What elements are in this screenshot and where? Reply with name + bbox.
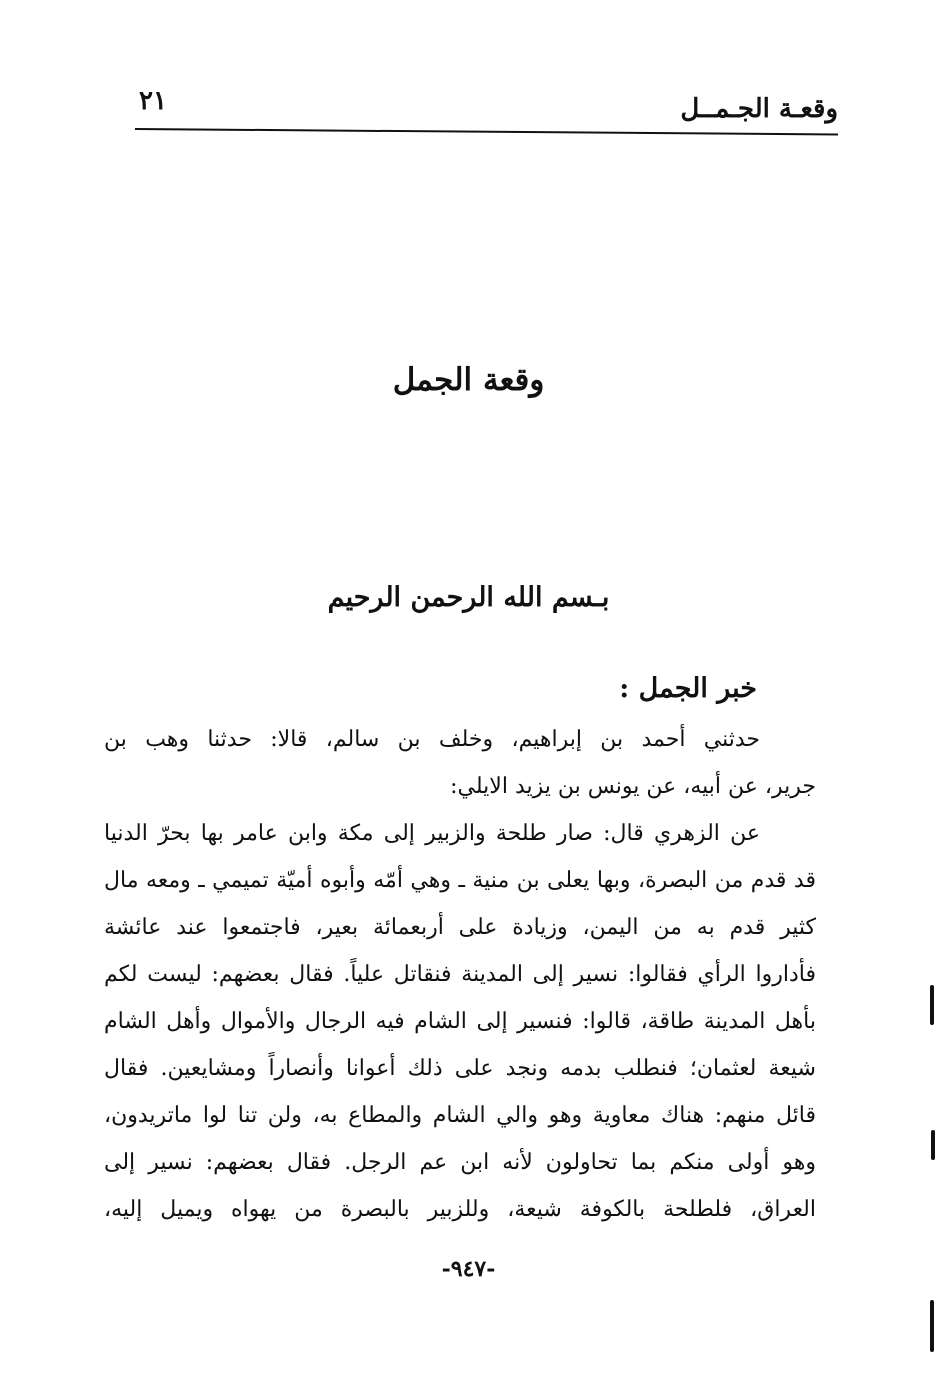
body-line: شيعة لعثمان؛ فنطلب بدمه ونجد على ذلك أعوانا وأنصاراً ومشايعين. فقال <box>104 1056 816 1081</box>
page-number: -٩٤٧- <box>441 1256 496 1282</box>
body-line: فأداروا الرأي فقالوا: نسير إلى المدينة فنقاتل علياً. فقال بعضهم: ليست لكم <box>104 962 816 987</box>
basmala: بـسم الله الرحمن الرحيم <box>327 582 610 613</box>
body-line: العراق، فلطلحة بالكوفة شيعة، وللزبير بالبصرة من يهواه ويميل إليه، <box>104 1197 816 1222</box>
body-line: عن الزهري قال: صار طلحة والزبير إلى مكة وابن عامر بها بحرّ الدنيا <box>104 821 760 846</box>
header-rule <box>135 128 838 136</box>
scan-edge-mark <box>930 1300 934 1352</box>
folio-number: ٢١ <box>139 86 167 116</box>
body-line: وهو أولى منكم بما تحاولون لأنه ابن عم الرجل. فقال بعضهم: نسير إلى <box>104 1150 816 1175</box>
scan-edge-mark <box>930 985 934 1025</box>
body-text <box>104 716 816 1233</box>
running-title: وقعـة الجـمــل <box>680 94 838 124</box>
body-line: كثير قدم به من اليمن، وزيادة على أربعمائة بعير، فاجتمعوا عند عائشة <box>104 915 816 940</box>
body-line: جرير، عن أبيه، عن يونس بن يزيد الايلي: <box>450 774 816 799</box>
scan-edge-mark <box>931 1130 935 1160</box>
body-line: بأهل المدينة طاقة، قالوا: فنسير إلى الشام فيه الرجال والأموال وأهل الشام <box>104 1009 816 1034</box>
body-line: قائل منهم: هناك معاوية وهو والي الشام والمطاع به، ولن تنا لوا ماتريدون، <box>104 1103 816 1128</box>
section-heading: خبر الجمل : <box>619 673 757 704</box>
body-line: حدثني أحمد بن إبراهيم، وخلف بن سالم، قالا: حدثنا وهب بن <box>104 727 760 752</box>
running-head <box>135 84 838 128</box>
chapter-title: وقعة الجمل <box>392 362 545 398</box>
body-line: قد قدم من البصرة، وبها يعلى بن منية ـ وهي أمّه وأبوه أميّة تميمي ـ ومعه مال <box>104 868 816 893</box>
